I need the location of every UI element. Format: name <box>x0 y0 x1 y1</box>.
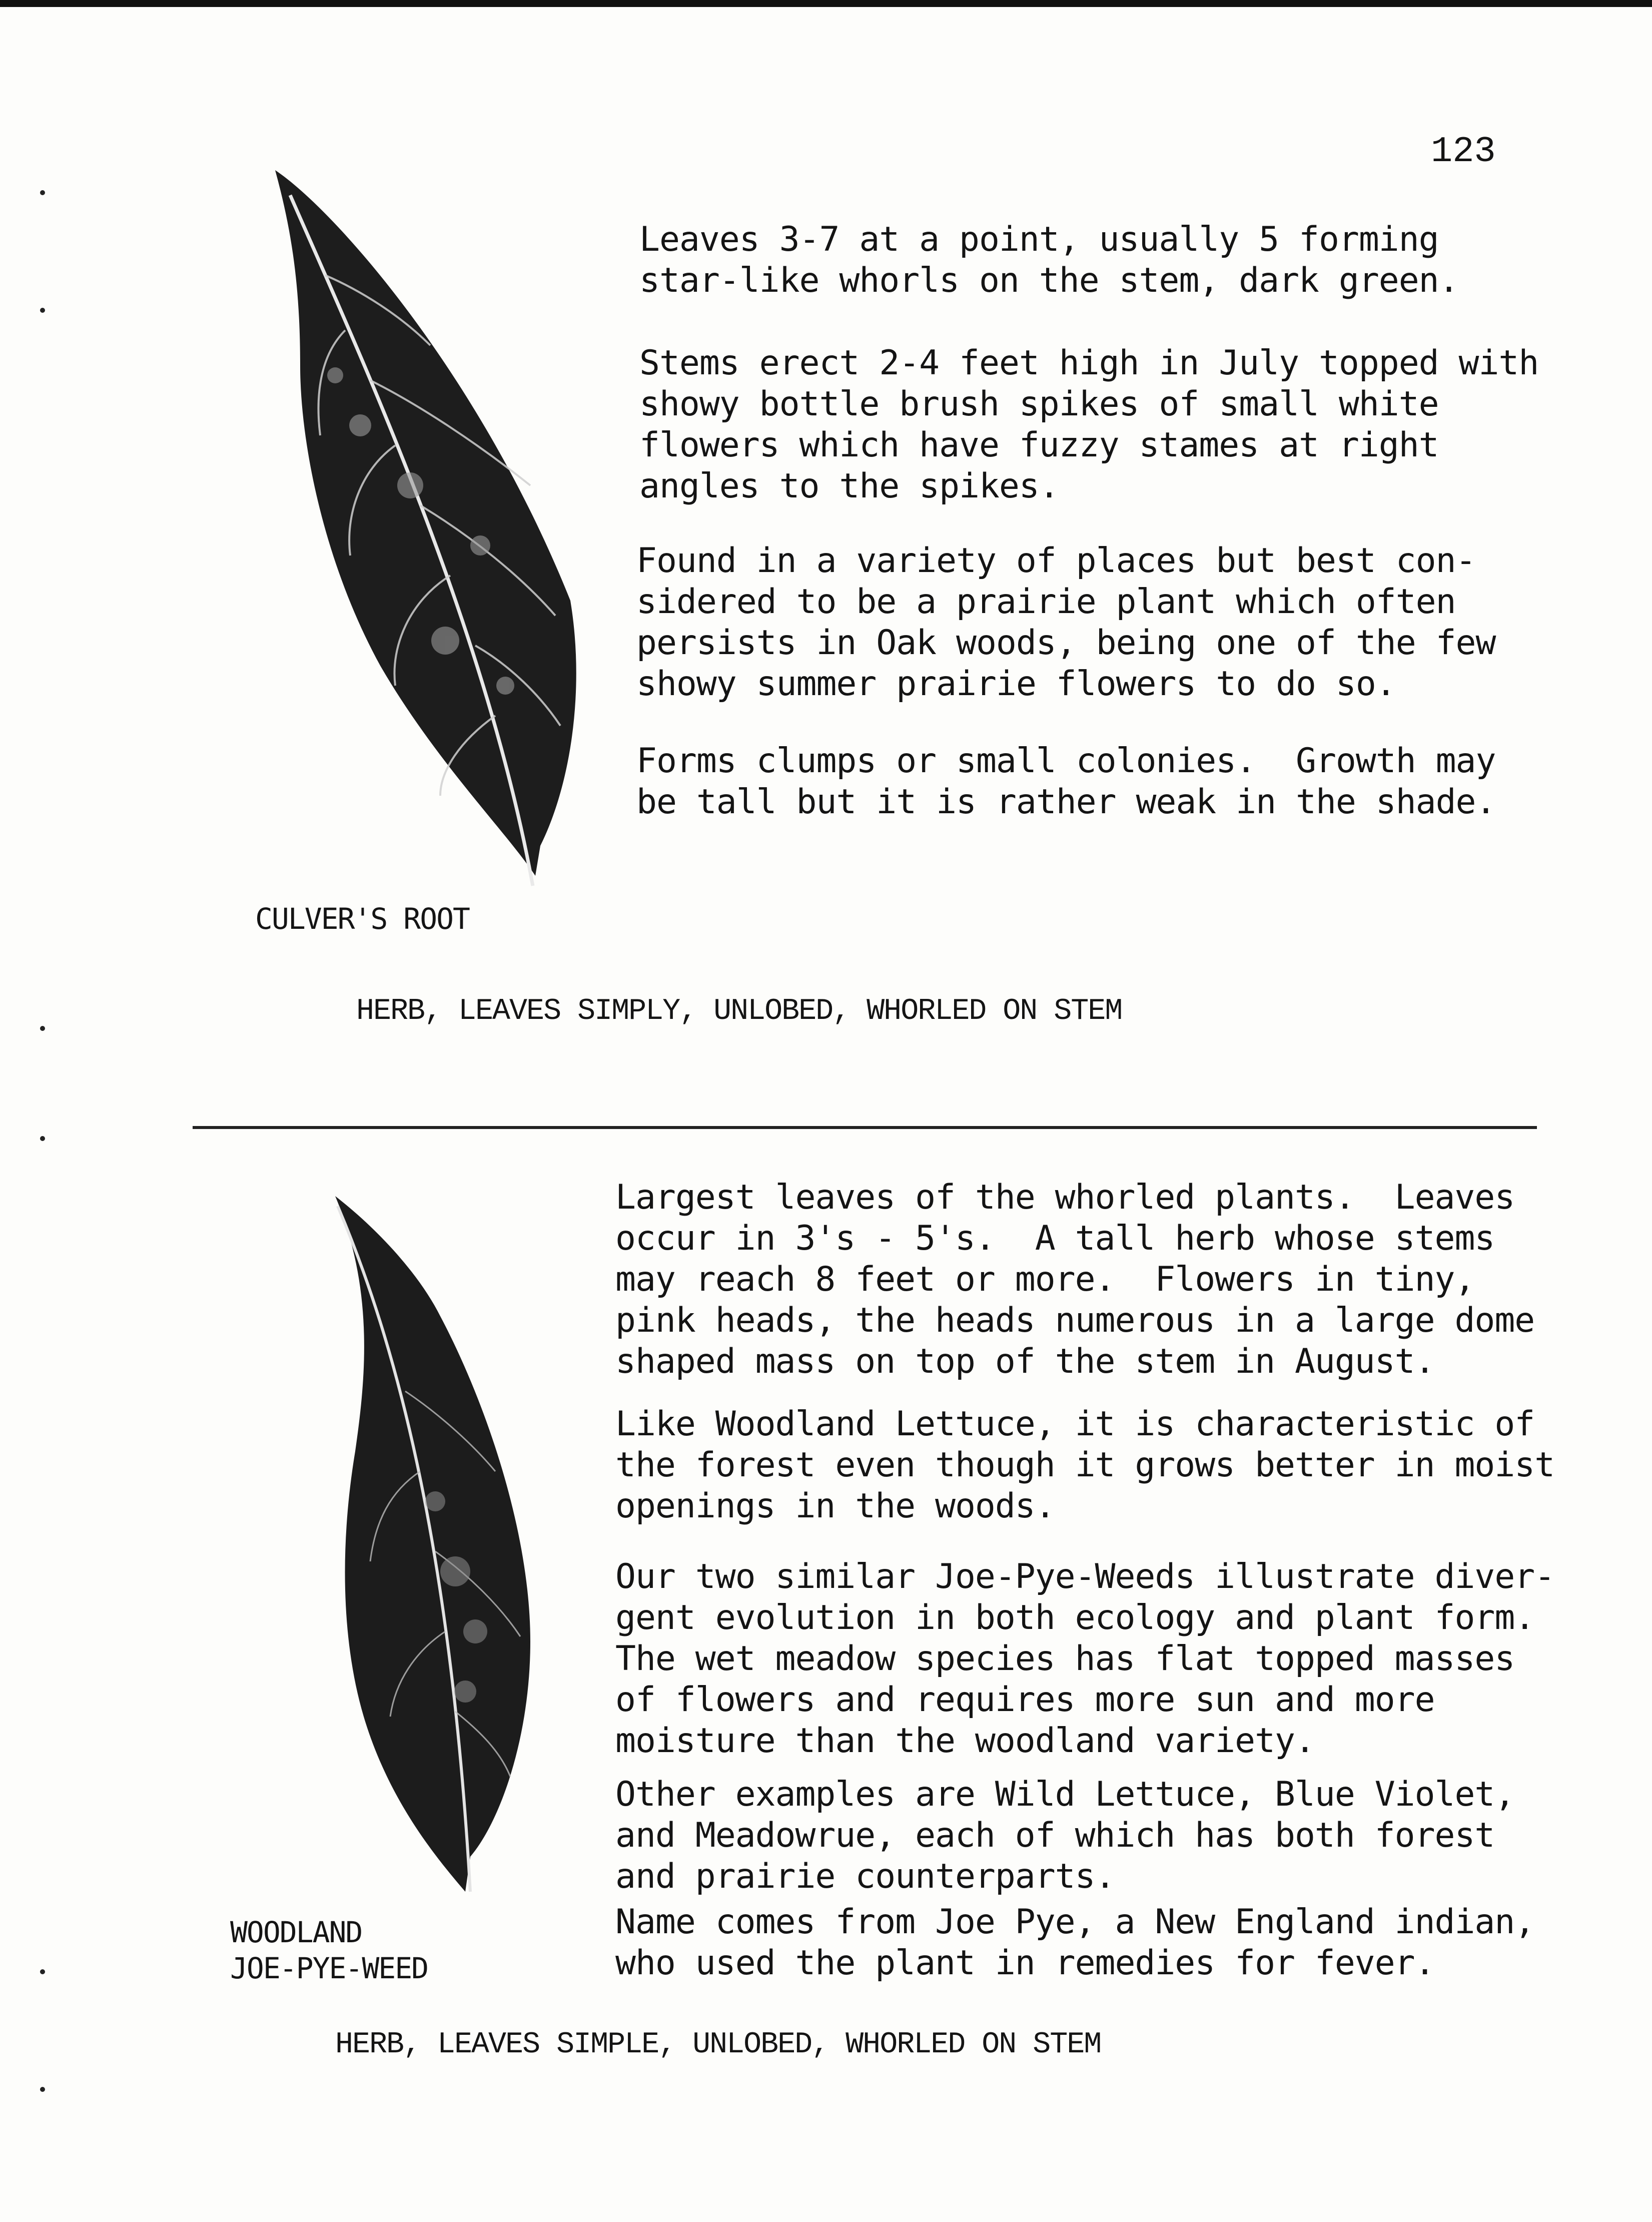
section2-paragraph-2: Like Woodland Lettuce, it is characteristic of the forest even though it grows better in moist openings in the woods. <box>615 1404 1555 1526</box>
culvers-root-leaf-icon <box>270 165 595 901</box>
margin-speck <box>40 1969 45 1974</box>
section2-paragraph-3: Our two similar Joe-Pye-Weeds illustrate diver- gent evolution in both ecology and plant form. The wet meadow species has flat topped masses of flowers and requires more sun and more moisture than the woodland variety. <box>615 1557 1555 1761</box>
section1-paragraph-4: Forms clumps or small colonies. Growth may be tall but it is rather weak in the shade. <box>636 741 1496 822</box>
joe-pye-weed-leaf-icon <box>320 1191 545 1902</box>
section-divider <box>193 1126 1537 1129</box>
section1-paragraph-3: Found in a variety of places but best con- sidered to be a prairie plant which often persists in Oak woods, being one of the few showy summer prairie flowers to do so. <box>636 541 1496 704</box>
margin-speck <box>40 1026 45 1031</box>
section2-classification: HERB, LEAVES SIMPLE, UNLOBED, WHORLED ON STEM <box>335 2028 1101 2062</box>
section2-paragraph-4: Other examples are Wild Lettuce, Blue Violet, and Meadowrue, each of which has both forest and prairie counterparts. <box>615 1775 1515 1896</box>
section1-paragraph-2: Stems erect 2-4 feet high in July topped with showy bottle brush spikes of small white flowers which have fuzzy stames at right angles to the spikes. <box>639 343 1539 506</box>
margin-speck <box>40 1136 45 1141</box>
margin-speck <box>40 190 45 195</box>
page-number: 123 <box>1431 131 1496 172</box>
section2-paragraph-5: Name comes from Joe Pye, a New England indian, who used the plant in remedies for fever. <box>615 1902 1535 1983</box>
section1-classification: HERB, LEAVES SIMPLY, UNLOBED, WHORLED ON STEM <box>356 994 1122 1028</box>
section2-paragraph-1: Largest leaves of the whorled plants. Leaves occur in 3's - 5's. A tall herb whose stems may reach 8 feet or more. Flowers in tiny, pink heads, the heads numerous in a large dome shaped mass on top of the stem in August. <box>615 1178 1535 1381</box>
margin-speck <box>40 2087 45 2092</box>
section1-paragraph-1: Leaves 3-7 at a point, usually 5 forming star-like whorls on the stem, dark green. <box>639 220 1459 300</box>
culvers-root-caption: CULVER'S ROOT <box>255 902 469 936</box>
top-border <box>0 0 1652 7</box>
margin-speck <box>40 308 45 313</box>
joe-pye-weed-caption: WOODLAND JOE-PYE-WEED <box>230 1915 428 1985</box>
